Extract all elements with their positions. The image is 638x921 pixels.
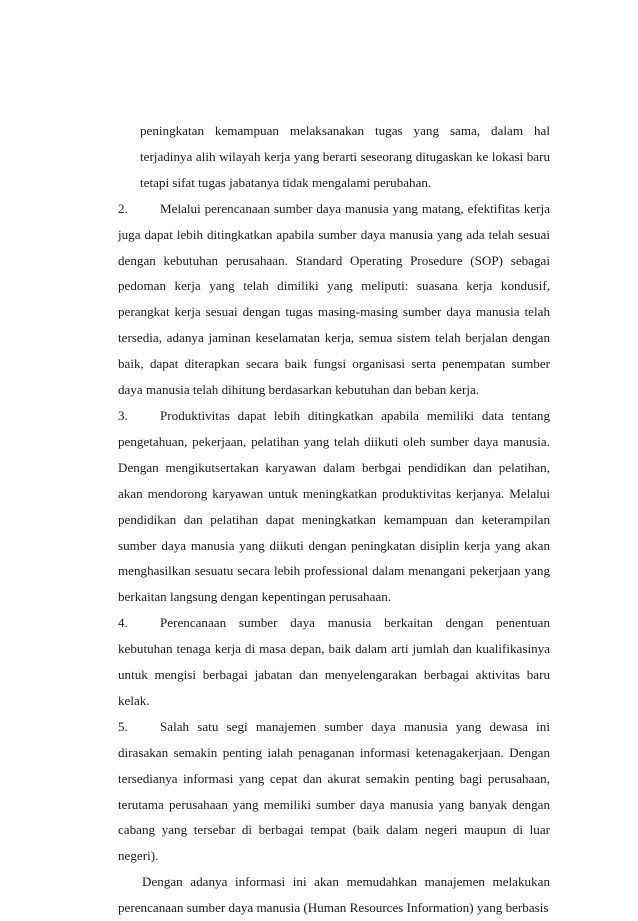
list-item-4 [118,610,550,714]
list-item-2 [118,196,550,403]
list-number: 3. [118,407,128,423]
continuation-paragraph: peningkatan kemampuan melaksanakan tugas yang sama, dalam hal terjadinya alih wilayah kerja yang berarti seseorang ditugaskan ke lokasi baru tetapi sifat tugas jabatanya tidak mengalami perubahan. [140,123,550,190]
closing-paragraph: Dengan adanya informasi ini akan memudahkan manajemen melakukan perencanaan sumber daya manusia (Human Resources Information) yang berbasis [118,874,550,916]
list-text: Produktivitas dapat lebih ditingkatkan apabila memiliki data tentang pengetahuan, pekerjaan, pelatihan yang telah diikuti oleh sumber daya manusia. Dengan mengikutsertakan karyawan dalam berbgai pendidikan dan pelatihan, akan mendorong karyawan untuk meningkatkan produktivitas kerjanya. Melalui pendidikan dan pelatihan dapat meningkatkan kemampuan dan keterampilan sumber daya manusia yang diikuti dengan peningkatan disiplin kerja yang akan menghasilkan sesuatu secara lebih professional dalam menangani pekerjaan yang berkaitan langsung dengan kepentingan perusahaan. [118,407,550,605]
list-text: Melalui perencanaan sumber daya manusia yang matang, efektifitas kerja juga dapat lebih ditingkatkan apabila sumber daya manusia yang ada telah sesuai dengan kebutuhan perusahaan. Standard Operating Prosedure (SOP) sebagai pedoman kerja yang telah dimiliki yang meliputi: suasana kerja kondusif, perangkat kerja sesuai dengan tugas masing-masing sumber daya manusia telah tersedia, adanya jaminan keselamatan kerja, semua sistem telah berjalan dengan baik, dapat diterapkan secara baik fungsi organisasi serta penempatan sumber daya manusia telah dihitung berdasarkan kebutuhan dan beban kerja. [118,200,550,398]
list-text: Perencanaan sumber daya manusia berkaitan dengan penentuan kebutuhan tenaga kerja di masa depan, baik dalam arti jumlah dan kualifikasinya untuk mengisi berbagai jabatan dan menyelengarakan berbagai aktivitas baru kelak. [118,615,550,708]
list-number: 4. [118,615,128,631]
body-text [118,118,550,921]
list-number: 2. [118,200,128,216]
list-text: Salah satu segi manajemen sumber daya manusia yang dewasa ini dirasakan semakin penting ialah penaganan informasi ketenagakerjaan. Dengan tersedianya informasi yang cepat dan akurat semakin penting bagi perusahaan, terutama perusahaan yang memiliki sumber daya manusia yang banyak dengan cabang yang tersebar di berbagai tempat (baik dalam negeri maupun di luar negeri). [118,718,550,864]
list-item-5 [118,714,550,869]
list-number: 5. [118,718,128,734]
list-item-3 [118,403,550,610]
